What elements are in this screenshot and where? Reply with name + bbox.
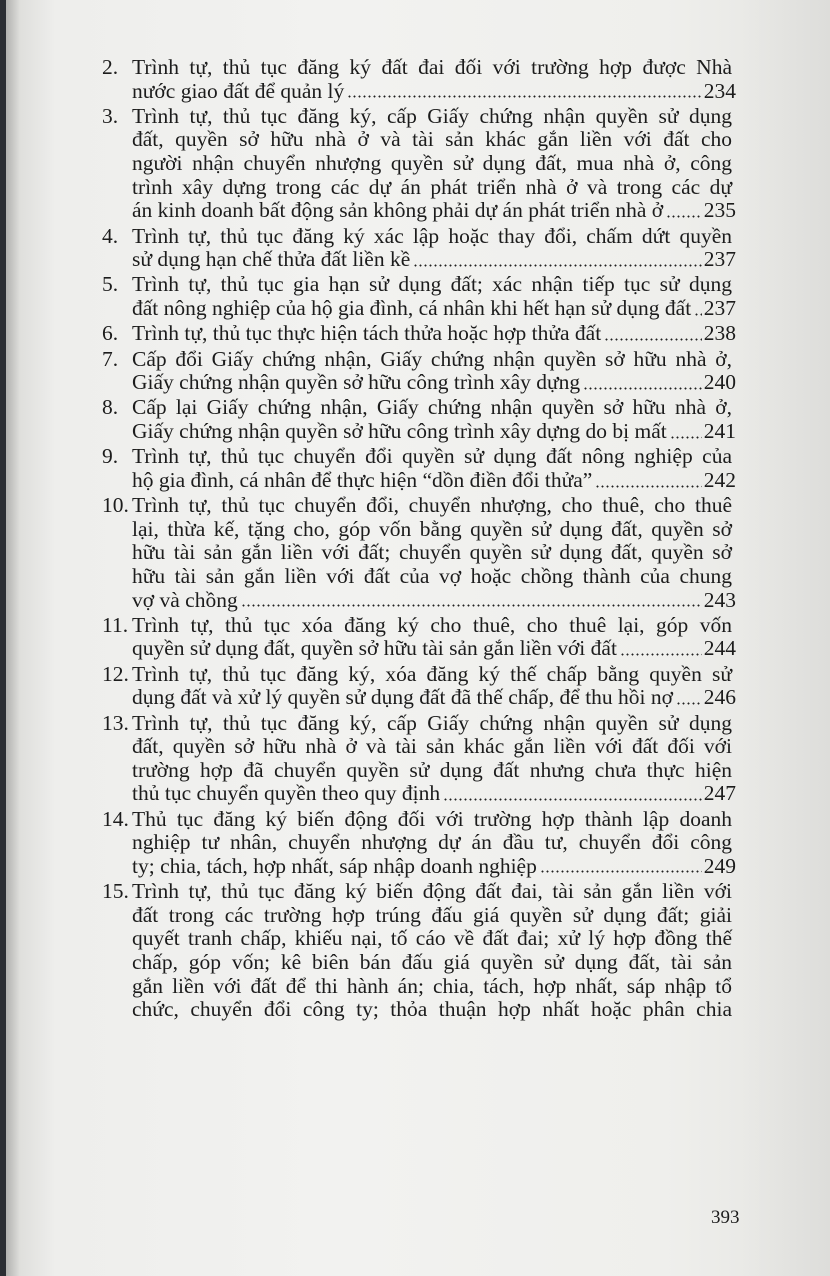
toc-entry-text-line: Trình tự, thủ tục đăng ký, xóa đăng ký thế chấp bằng quyền sử xyxy=(132,661,732,686)
dot-leader xyxy=(670,436,702,439)
dot-leader xyxy=(241,604,702,607)
toc-entry xyxy=(102,661,736,710)
toc-entry-text-line: nước giao đất để quản lý xyxy=(132,78,345,103)
toc-entry-number: 13. xyxy=(102,710,129,735)
toc-entry-text-line: Trình tự, thủ tục đăng ký biến động đất đai, tài sản gắn liền với xyxy=(132,879,732,904)
toc-entry-last-line xyxy=(132,419,736,444)
toc-entry xyxy=(102,493,736,612)
toc-entry-text-line: người nhận chuyển nhượng quyền sử dụng đất, mua nhà ở, công xyxy=(132,151,732,176)
toc-entry xyxy=(102,346,736,395)
toc-entry-page: 247 xyxy=(703,781,736,806)
toc-entry-number: 9. xyxy=(102,444,119,469)
toc-entry-text-line: Trình tự, thủ tục đăng ký, cấp Giấy chứng nhận quyền sử dụng xyxy=(132,710,732,735)
toc-entry-number: 14. xyxy=(102,806,129,831)
toc-entry-text-line: dụng đất và xử lý quyền sử dụng đất đã thế chấp, để thu hồi nợ xyxy=(132,685,674,710)
toc-entry-number: 4. xyxy=(102,223,119,248)
toc-entry-last-line xyxy=(132,685,736,710)
toc-entry-number: 10. xyxy=(102,493,129,518)
dot-leader xyxy=(595,485,701,488)
toc-entry xyxy=(102,103,736,223)
toc-entry xyxy=(102,223,736,272)
toc-entry-text-line: trình xây dựng trong các dự án phát triển nhà ở và trong các dự xyxy=(132,174,732,199)
toc-entry-number: 12. xyxy=(102,661,129,686)
toc-entry-last-line xyxy=(132,853,736,879)
toc-entry-number: 3. xyxy=(102,103,119,128)
toc-entry-text-line: đất nông nghiệp của hộ gia đình, cá nhân khi hết hạn sử dụng đất xyxy=(132,296,692,320)
toc-entry-page: 235 xyxy=(703,198,736,223)
dot-leader xyxy=(620,653,702,656)
toc-entry-text-line: Trình tự, thủ tục đăng ký, cấp Giấy chứng nhận quyền sử dụng xyxy=(132,103,732,128)
toc-entry-text-line: Giấy chứng nhận quyền sở hữu công trình xây dựng xyxy=(132,370,581,395)
toc-entry-text-line: Thủ tục đăng ký biến động đối với trường hợp thành lập doanh xyxy=(132,806,732,831)
toc-entry-page: 243 xyxy=(703,587,736,612)
toc-entry-text-line: nghiệp tư nhân, chuyển nhượng dự án đầu tư, chuyển đổi công xyxy=(132,830,732,855)
book-page xyxy=(6,0,830,1276)
toc-entry-last-line xyxy=(132,636,736,661)
toc-entry-number: 7. xyxy=(102,346,119,371)
toc-entry-number: 15. xyxy=(102,879,129,904)
toc-entry-last-line xyxy=(132,467,736,493)
toc-entry-text-line: Trình tự, thủ tục chuyển đổi quyền sử dụng đất nông nghiệp của xyxy=(132,444,732,469)
toc-entry-text-line: đất, quyền sở hữu nhà ở và tài sản khác gắn liền với đất đối với xyxy=(132,734,732,759)
toc-entry-page: 244 xyxy=(703,636,736,661)
dot-leader xyxy=(666,215,702,218)
toc-entry-text-line: đất, quyền sở hữu nhà ở và tài sản khác gắn liền với đất cho xyxy=(132,127,732,152)
toc-entry xyxy=(102,55,736,103)
dot-leader xyxy=(413,264,702,267)
toc-entry-page: 242 xyxy=(703,467,736,492)
toc-entry xyxy=(102,806,736,879)
toc-entry-text-line: lại, thừa kế, tặng cho, góp vốn bằng quyền sử dụng đất, quyền sở xyxy=(132,516,732,541)
toc-entry-text-line: Cấp lại Giấy chứng nhận, Giấy chứng nhận quyền sở hữu nhà ở, xyxy=(132,395,732,420)
toc-entry-number: 5. xyxy=(102,272,119,297)
toc-entry-page: 237 xyxy=(703,247,736,272)
toc-entry-last-line xyxy=(132,321,736,346)
toc-entry-text-line: ty; chia, tách, hợp nhất, sáp nhập doanh nghiệp xyxy=(132,853,537,878)
toc-entry-last-line xyxy=(132,370,736,395)
toc-entry xyxy=(102,444,736,492)
toc-entry-text-line: Trình tự, thủ tục đăng ký đất đai đối với trường hợp được Nhà xyxy=(132,55,732,79)
page-edge-shadow xyxy=(740,0,830,1276)
dot-leader xyxy=(347,95,701,98)
dot-leader xyxy=(604,338,702,341)
toc-entry-number: 2. xyxy=(102,55,119,79)
toc-entry xyxy=(102,395,736,444)
toc-entry-last-line xyxy=(132,781,736,806)
toc-entry-text-line: đất trong các trường hợp trúng đấu giá quyền sử dụng đất; giải xyxy=(132,902,732,927)
toc-entry-page: 237 xyxy=(703,296,736,320)
toc-entry-text-line: Trình tự, thủ tục gia hạn sử dụng đất; xác nhận tiếp tục sử dụng xyxy=(132,272,732,297)
toc-entry-page: 249 xyxy=(703,853,736,878)
toc-entry-text-line: án kinh doanh bất động sản không phải dự án phát triển nhà ở xyxy=(132,198,664,223)
toc-entry-page: 238 xyxy=(703,321,736,346)
toc-entry-page: 241 xyxy=(703,419,736,444)
toc-entry xyxy=(102,612,736,661)
toc-entry-page: 246 xyxy=(703,685,736,710)
toc-entry-text-line: vợ và chồng xyxy=(132,587,238,612)
toc-entry-text-line: trường hợp đã chuyển quyền sử dụng đất nhưng chưa thực hiện xyxy=(132,757,732,782)
toc-entry-text-line: hữu tài sản gắn liền với đất; chuyển quyền sử dụng đất, quyền sở xyxy=(132,540,732,565)
toc-entry-last-line xyxy=(132,247,736,272)
toc-entry-text-line: sử dụng hạn chế thửa đất liền kề xyxy=(132,247,411,272)
toc-entry-text-line: quyết tranh chấp, khiếu nại, tố cáo về đất đai; xử lý hợp đồng thế xyxy=(132,926,732,951)
toc-entry-number: 8. xyxy=(102,395,119,420)
toc-entry xyxy=(102,272,736,320)
toc-entry-text-line: chức, chuyển đổi công ty; thỏa thuận hợp nhất hoặc phân chia xyxy=(132,997,732,1022)
dot-leader xyxy=(443,798,702,801)
toc-entry-text-line: Trình tự, thủ tục đăng ký xác lập hoặc thay đổi, chấm dứt quyền xyxy=(132,223,732,248)
toc-entry xyxy=(102,880,732,1022)
page-number: 393 xyxy=(711,1207,740,1228)
toc-entry-last-line xyxy=(132,78,736,104)
toc-entry-last-line xyxy=(132,198,736,223)
dot-leader xyxy=(583,387,702,390)
toc-entry-text-line: Trình tự, thủ tục xóa đăng ký cho thuê, cho thuê lại, góp vốn xyxy=(132,612,732,637)
toc-entry-text-line: Cấp đổi Giấy chứng nhận, Giấy chứng nhận quyền sở hữu nhà ở, xyxy=(132,346,732,371)
toc-entry-last-line xyxy=(132,296,736,321)
toc-entry-text-line: Giấy chứng nhận quyền sở hữu công trình xây dựng do bị mất xyxy=(132,419,667,444)
dot-leader xyxy=(694,313,702,316)
toc-entry-number: 11. xyxy=(102,612,129,637)
toc-entry-last-line xyxy=(132,587,736,613)
toc-entry xyxy=(102,321,736,346)
toc-entry-text-line: thủ tục chuyển quyền theo quy định xyxy=(132,781,441,806)
table-of-contents xyxy=(102,55,736,1023)
toc-entry-text-line: hộ gia đình, cá nhân để thực hiện “dồn điền đổi thửa” xyxy=(132,467,593,492)
dot-leader xyxy=(676,702,702,705)
toc-entry-text-line: Trình tự, thủ tục chuyển đổi, chuyển nhượng, cho thuê, cho thuê xyxy=(132,493,732,518)
toc-entry-page: 240 xyxy=(703,370,736,395)
toc-entry-text-line: chấp, góp vốn; kê biên bán đấu giá quyền sử dụng đất, tài sản xyxy=(132,949,732,974)
toc-entry-text-line: gắn liền với đất để thi hành án; chia, tách, hợp nhất, sáp nhập tổ xyxy=(132,973,732,998)
dot-leader xyxy=(540,870,702,873)
toc-entry-page: 234 xyxy=(703,78,736,103)
toc-entry-text-line: hữu tài sản gắn liền với đất của vợ hoặc chồng thành của chung xyxy=(132,563,732,588)
toc-entry-text-line: quyền sử dụng đất, quyền sở hữu tài sản gắn liền với đất xyxy=(132,636,617,661)
toc-entry-text-line: Trình tự, thủ tục thực hiện tách thửa hoặc hợp thửa đất xyxy=(132,321,602,346)
toc-entry xyxy=(102,710,736,806)
toc-entry-number: 6. xyxy=(102,321,119,346)
